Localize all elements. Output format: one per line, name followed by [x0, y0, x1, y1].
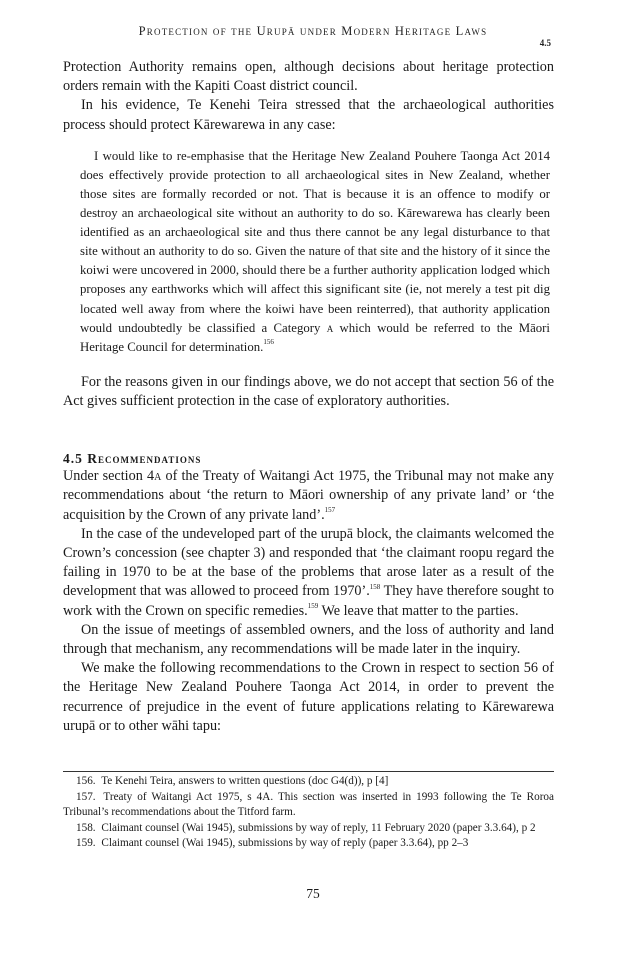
- footnote-159: [63, 836, 554, 852]
- footnotes: [63, 771, 554, 852]
- rec-p1-pre: Under section 4: [63, 468, 155, 485]
- rec-p1-post: of the Treaty of Waitangi Act 1975, the Tribunal may not make any recommendations about ‘the return to Māori ownership of any private land’ or ‘the acquisition by the Crown of any private land’.: [63, 468, 555, 523]
- section-heading-title: Recommendations: [87, 451, 202, 467]
- recommendations-paragraph-2: [63, 525, 554, 621]
- footnote-158: [63, 821, 554, 837]
- quote-text-post: which would be referred to the Māori Heritage Council for determination.: [80, 320, 550, 354]
- section-heading: [63, 451, 554, 467]
- footnote-text: Claimant counsel (Wai 1945), submissions by way of reply, 11 February 2020 (paper 3.3.64), p 2: [101, 821, 536, 834]
- footnote-156: [63, 774, 554, 790]
- quote-paragraph: [80, 147, 550, 357]
- quote-text-pre: I would like to re-emphasise that the Heritage New Zealand Pouhere Taonga Act 2014 does effectively provide protection to all archaeological sites in New Zealand, whether those sites are formally recorded or not. That is because it is an offence to modify or destroy an archaeological site without an authority to do so. Kārewarewa has clearly been identified as an archaeological site and thus there cannot be any legal disturbance to that site without an authority to do so. Given the nature of that site and the history of it since the koiwi were uncovered in 2000, should there be a further authority application lodged which proposes any earthworks which will affect this significant site (ie, not merely a test pit dig located well away from where the koiwi have been reinterred), that authority application would undoubtedly be classified a Category: [80, 148, 550, 335]
- rec-p2-post: We leave that matter to the parties.: [321, 602, 519, 619]
- footnote-number: 158.: [76, 821, 96, 834]
- block-quote: [80, 147, 550, 357]
- rec-p2-mid: They have therefore sought to work with the Crown on specific remedies.: [63, 583, 554, 619]
- quote-category-letter: a: [326, 320, 334, 335]
- rec-p1-section-letter: a: [154, 468, 162, 485]
- main-content: [63, 58, 554, 736]
- recommendations-paragraph-1: [63, 467, 554, 525]
- footnote-number: 159.: [76, 837, 96, 849]
- body-paragraph-2: In his evidence, Te Kenehi Teira stressed that the archaeological authorities process should protect Kārewarewa in any case:: [63, 97, 554, 133]
- recommendations-paragraph-4: We make the following recommendations to the Crown in respect to section 56 of the Heritage New Zealand Pouhere Taonga Act 2014, in order to prevent the recurrence of prejudice in the event of future applications relating to Kārewarewa urupā or to other wāhi tapu:: [63, 660, 554, 734]
- recommendations-paragraph-3: On the issue of meetings of assembled owners, and the loss of authority and land through that mechanism, any recommendations will be made later in the inquiry.: [63, 621, 554, 658]
- body-paragraph-1: Protection Authority remains open, although decisions about heritage protection orders remain with the Kapiti Coast district council.: [63, 59, 554, 95]
- footnote-ref-158[interactable]: 158: [369, 582, 381, 591]
- body-paragraph-3: For the reasons given in our findings above, we do not accept that section 56 of the Act gives sufficient protection in the case of exploratory authorities.: [63, 373, 554, 410]
- footnote-text: Treaty of Waitangi Act 1975, s 4A. This section was inserted in 1993 following the Te Roroa Tribunal’s recommendations about the Titford farm.: [63, 790, 554, 818]
- footnote-number: 157.: [76, 790, 96, 803]
- footnote-number: 156.: [76, 775, 96, 787]
- footnote-text: Te Kenehi Teira, answers to written questions (doc G4(d)), p [4]: [101, 775, 389, 787]
- footnote-157: [63, 790, 554, 821]
- footnote-ref-157[interactable]: 157: [324, 505, 336, 514]
- section-heading-number: 4.5: [63, 451, 83, 467]
- footnote-text: Claimant counsel (Wai 1945), submissions by way of reply (paper 3.3.64), pp 2–3: [101, 837, 469, 849]
- running-head: Protection of the Urupā under Modern Heritage Laws: [138, 24, 488, 38]
- page-number: 75: [306, 886, 320, 901]
- footnote-ref-156[interactable]: 156: [263, 338, 274, 347]
- rec-p2-pre: In the case of the undeveloped part of the urupā block, the claimants welcomed the Crown’s concession (see chapter 3) and responded that ‘the claimant roopu regard the failing in 1970 to be at the base of the problems that arose later as a result of the development that was allowed to proceed from 1970’.: [63, 525, 554, 600]
- section-number-marker: 4.5: [539, 38, 551, 48]
- footnote-ref-159[interactable]: 159: [307, 601, 319, 610]
